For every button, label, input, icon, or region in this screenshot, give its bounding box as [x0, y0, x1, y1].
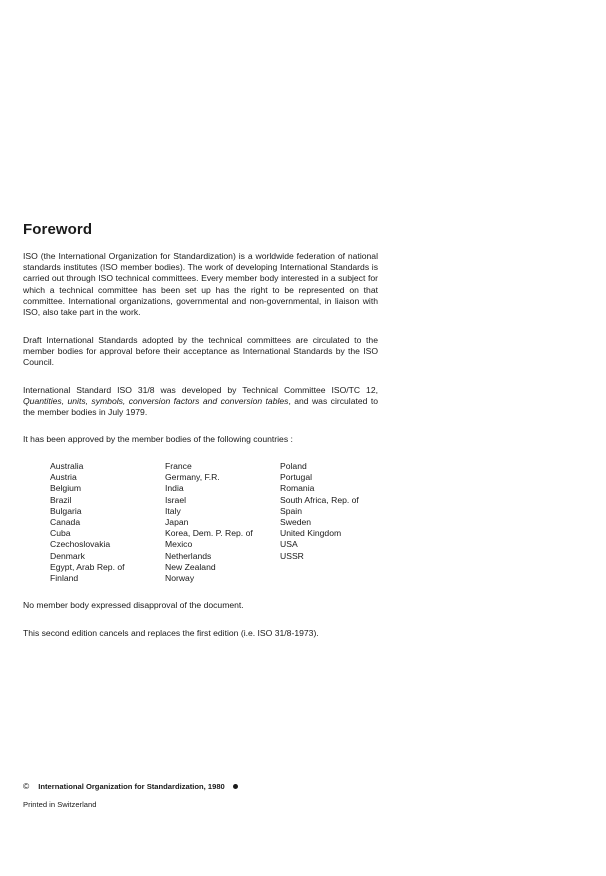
country-column-1 — [50, 461, 168, 584]
country-item: Poland — [280, 461, 307, 471]
country-item: Canada — [50, 517, 81, 528]
country-item: Cuba — [50, 528, 71, 539]
copyright-line — [23, 781, 238, 791]
country-item: United Kingdom — [280, 528, 342, 539]
country-item: Israel — [165, 494, 187, 505]
country-column-3 — [280, 461, 398, 562]
country-item: Austria — [50, 472, 77, 483]
country-item: India — [165, 483, 184, 494]
page-title: Foreword — [23, 221, 93, 238]
country-item: France — [165, 461, 192, 471]
paragraph-standard-development-start: International Standard ISO 31/8 was developed by Technical Committee ISO/TC 12, — [23, 385, 378, 395]
committee-title-italic: Quantities, units, symbols, conversion factors and conversion tables — [23, 396, 289, 407]
country-item: Australia — [50, 461, 84, 471]
country-item: Spain — [280, 505, 302, 516]
country-item: Romania — [280, 483, 315, 494]
bullet-dot-icon — [233, 784, 238, 789]
country-item: Japan — [165, 517, 189, 528]
country-item: Brazil — [50, 494, 72, 505]
country-item: Mexico — [165, 539, 193, 550]
country-column-2 — [165, 461, 283, 584]
country-item: Korea, Dem. P. Rep. of — [165, 528, 253, 539]
country-item: Norway — [165, 573, 195, 584]
copyright-icon: © — [23, 781, 30, 791]
country-item: South Africa, Rep. of — [280, 494, 359, 505]
country-item: USA — [280, 539, 298, 550]
country-item: USSR — [280, 550, 304, 561]
country-item: Netherlands — [165, 550, 212, 561]
paragraph-standard-development-end: , and was circulated to the member bodies in July 1979. — [23, 396, 378, 418]
country-item: Sweden — [280, 517, 312, 528]
printed-location: Printed in Switzerland — [23, 800, 97, 809]
country-item: Egypt, Arab Rep. of — [50, 561, 125, 572]
country-item: Denmark — [50, 550, 85, 561]
country-item: Germany, F.R. — [165, 472, 220, 483]
country-item: Portugal — [280, 472, 313, 483]
paragraph-approval-intro: It has been approved by the member bodies of the following countries : — [23, 434, 293, 444]
paragraph-draft-standards: Draft International Standards adopted by the technical committees are circulated to the member bodies for approval before their acceptance as International Standards by the ISO Council. — [23, 335, 378, 368]
paragraph-no-disapproval: No member body expressed disapproval of the document. — [23, 600, 244, 610]
copyright-text: International Organization for Standardization, 1980 — [38, 782, 225, 791]
country-item: Finland — [50, 573, 79, 584]
paragraph-standard-development — [23, 385, 378, 419]
country-item: Italy — [165, 505, 181, 516]
country-item: Belgium — [50, 483, 82, 494]
country-item: Bulgaria — [50, 505, 82, 516]
paragraph-iso-intro: ISO (the International Organization for Standardization) is a worldwide federation of national standards institutes (ISO member bodies). The work of developing International Standards is carried out through ISO technical committees. Every member body interested in a subject for which a technical committee has been set up has the right to be represented on that committee. International organizations, governmental and non-governmental, in liaison with ISO, also take part in the work. — [23, 251, 378, 318]
paragraph-edition-note: This second edition cancels and replaces the first edition (i.e. ISO 31/8-1973). — [23, 628, 319, 638]
country-item: Czechoslovakia — [50, 539, 111, 550]
country-item: New Zealand — [165, 561, 216, 572]
